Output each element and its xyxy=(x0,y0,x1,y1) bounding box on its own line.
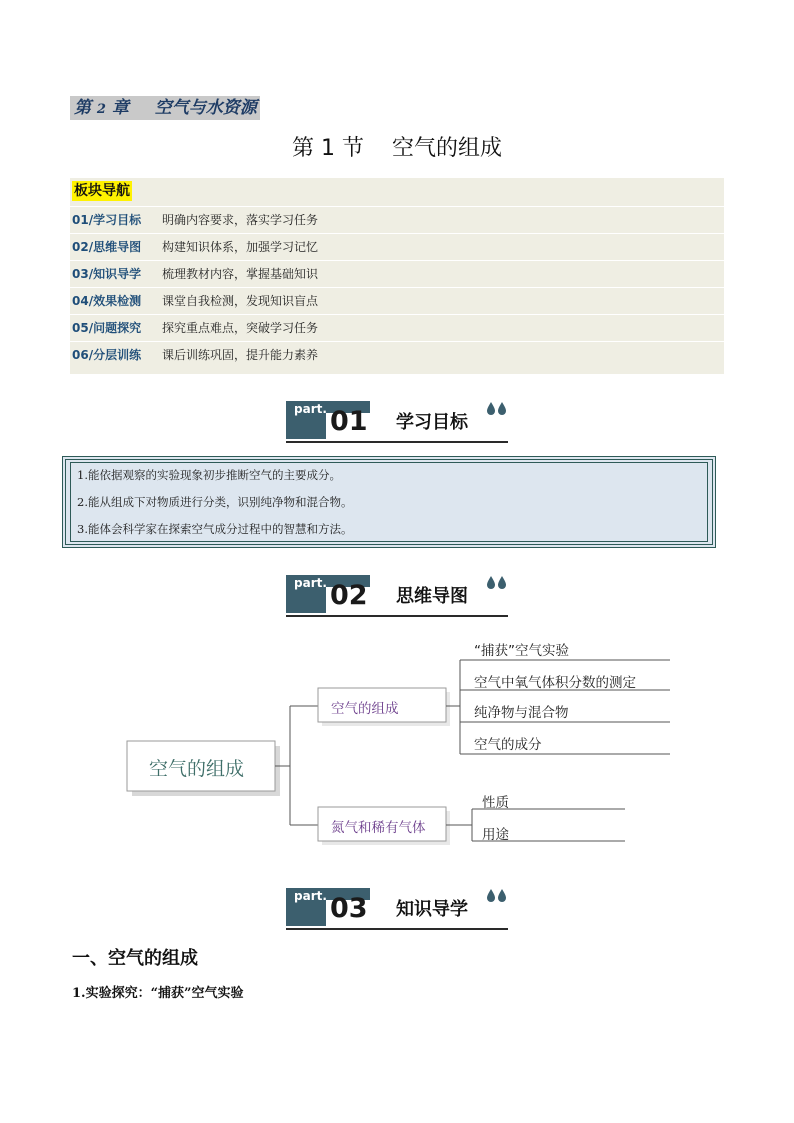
nav-code: 04/效果检测 xyxy=(72,294,142,308)
nav-desc: 探究重点难点，突破学习任务 xyxy=(162,321,319,335)
nav-code: 01/学习目标 xyxy=(72,213,142,227)
objective-item: 3.能体会科学家在探索空气成分过程中的智慧和方法。 xyxy=(77,522,353,536)
heading-level-1: 一、空气的组成 xyxy=(72,948,198,969)
part-underline xyxy=(286,928,508,930)
part-number: 02 xyxy=(330,580,368,611)
mindmap-leaf: 性质 xyxy=(482,795,509,811)
mindmap-branch-label: 氮气和稀有气体 xyxy=(331,820,426,836)
section-title: 第 1 节 空气的组成 xyxy=(292,136,502,161)
nav-code: 03/知识导学 xyxy=(72,267,142,281)
part-title: 学习目标 xyxy=(396,412,468,433)
heading-level-2: 1.实验探究：“捕获”空气实验 xyxy=(72,986,244,1001)
part-title: 思维导图 xyxy=(396,586,468,607)
mindmap-leaf: 用途 xyxy=(482,827,509,843)
nav-code: 05/问题探究 xyxy=(72,321,142,335)
nav-desc: 明确内容要求，落实学习任务 xyxy=(162,213,319,227)
mindmap-leaf: 空气的成分 xyxy=(474,737,542,753)
part-title: 知识导学 xyxy=(396,899,468,920)
nav-code: 06/分层训练 xyxy=(72,348,142,362)
nav-header: 板块导航 xyxy=(74,183,130,199)
part-number: 01 xyxy=(330,406,368,437)
nav-desc: 构建知识体系，加强学习记忆 xyxy=(162,240,319,254)
nav-code: 02/思维导图 xyxy=(72,240,142,254)
chapter-prefix: 第 xyxy=(74,98,91,118)
objective-item: 1.能依据观察的实验现象初步推断空气的主要成分。 xyxy=(77,468,341,482)
chapter-number: 2 xyxy=(96,102,106,117)
nav-desc: 课后训练巩固，提升能力素养 xyxy=(162,348,319,362)
mindmap-leaf: “捕获”空气实验 xyxy=(474,643,569,659)
part-number: 03 xyxy=(330,893,368,924)
objective-item: 2.能从组成下对物质进行分类，识别纯净物和混合物。 xyxy=(77,495,353,509)
part-03-badge xyxy=(286,888,508,932)
mindmap-branch-label: 空气的组成 xyxy=(331,701,399,717)
mindmap-leaf: 空气中氧气体积分数的测定 xyxy=(474,675,636,691)
nav-desc: 梳理教材内容，掌握基础知识 xyxy=(162,267,319,281)
mindmap-leaf: 纯净物与混合物 xyxy=(474,705,569,721)
part-label: part. xyxy=(294,402,327,416)
drops-icon xyxy=(486,888,508,902)
mindmap-root: 空气的组成 xyxy=(149,758,245,780)
chapter-title: 空气与水资源 xyxy=(154,98,257,118)
chapter-suffix: 章 xyxy=(111,98,129,118)
part-label: part. xyxy=(294,576,327,590)
part-label: part. xyxy=(294,889,327,903)
nav-desc: 课堂自我检测，发现知识盲点 xyxy=(162,294,319,308)
